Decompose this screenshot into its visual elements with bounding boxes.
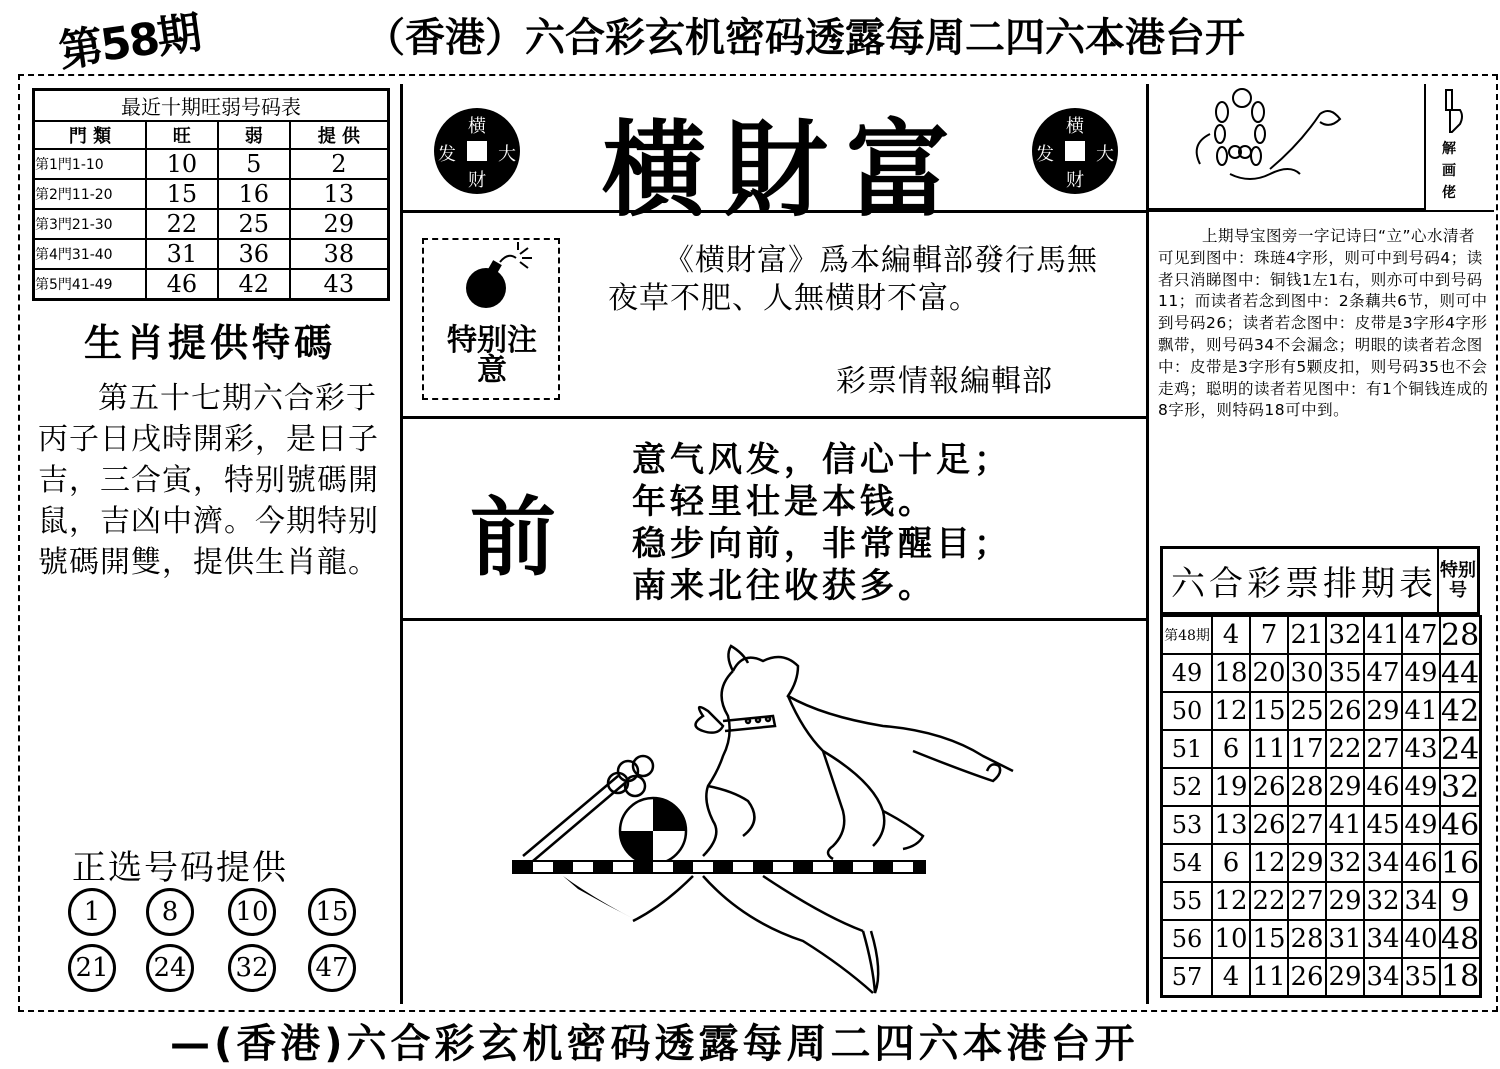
pick-number: 10: [228, 888, 276, 936]
schedule-number: 43: [1402, 730, 1440, 768]
row-label: 第2門11-20: [34, 179, 147, 209]
schedule-period: 49: [1162, 654, 1213, 692]
schedule-row: [1162, 616, 1481, 654]
hot-value: 46: [146, 269, 218, 300]
schedule-number: 34: [1364, 920, 1402, 958]
schedule-special: 16: [1441, 845, 1480, 881]
schedule-number: 49: [1402, 654, 1440, 692]
schedule-row: [1162, 654, 1481, 692]
schedule-number: 29: [1364, 692, 1402, 730]
schedule-number: 17: [1288, 730, 1326, 768]
poem-char: 前: [470, 488, 556, 588]
zodiac-text: 第五十七期六合彩于丙子日戌時開彩，是日子吉，三合寅，特别號碼開鼠，吉凶中濟。今期特别號碼開雙，提供生肖龍。: [38, 381, 379, 580]
schedule-title: 六合彩票排期表: [1162, 548, 1439, 614]
issue-number: 第58期: [55, 7, 203, 78]
schedule-number: 26: [1250, 806, 1288, 844]
pick-number: 8: [146, 888, 194, 936]
schedule-number: 34: [1364, 844, 1402, 882]
row-label: 第5門41-49: [34, 269, 147, 300]
poem-line: 南来北往收获多。: [632, 566, 936, 606]
schedule-table: [1160, 546, 1482, 998]
notice-badge: [422, 238, 560, 400]
offer-value: 13: [290, 179, 389, 209]
schedule-number: 41: [1364, 616, 1402, 654]
schedule-special: 42: [1441, 693, 1480, 729]
schedule-row: [1162, 958, 1481, 996]
hot-value: 10: [146, 149, 218, 179]
schedule-number: 46: [1402, 844, 1440, 882]
pick-number: 21: [68, 944, 116, 992]
riddle-side-label: 解画佬: [1442, 141, 1456, 201]
schedule-number: 49: [1402, 768, 1440, 806]
schedule-number: 4: [1212, 958, 1250, 996]
schedule-row: [1162, 920, 1481, 958]
schedule-row: [1162, 768, 1481, 806]
schedule-number: 34: [1364, 958, 1402, 996]
schedule-number: 41: [1402, 692, 1440, 730]
coin-icon-left: 横 发 大 财: [434, 108, 520, 194]
schedule-number: 7: [1250, 616, 1288, 654]
poem-line: 年轻里壮是本钱。: [632, 482, 936, 522]
schedule-number: 22: [1326, 730, 1364, 768]
schedule-number: 12: [1250, 844, 1288, 882]
schedule-number: 46: [1364, 768, 1402, 806]
pick-number: 15: [308, 888, 356, 936]
schedule-row: [1162, 806, 1481, 844]
schedule-number: 20: [1250, 654, 1288, 692]
schedule-number: 12: [1212, 692, 1250, 730]
schedule-number: 18: [1212, 654, 1250, 692]
pick-number: 24: [146, 944, 194, 992]
hotcold-table: [32, 88, 390, 301]
schedule-number: 45: [1364, 806, 1402, 844]
schedule-special: 28: [1441, 617, 1480, 653]
schedule-number: 19: [1212, 768, 1250, 806]
masthead-name: 横財富: [601, 108, 968, 231]
schedule-number: 32: [1326, 616, 1364, 654]
bomb-icon: [424, 240, 558, 320]
schedule-number: 22: [1250, 882, 1288, 920]
coin-icon-right: 横 发 大 财: [1032, 108, 1118, 194]
page-title: （香港）六合彩玄机密码透露每周二四六本港台开: [365, 15, 1245, 61]
schedule-number: 29: [1326, 882, 1364, 920]
schedule-number: 6: [1212, 844, 1250, 882]
offer-value: 29: [290, 209, 389, 239]
schedule-number: 34: [1402, 882, 1440, 920]
notice-signature: 彩票情報編輯部: [836, 364, 1053, 399]
offer-value: 38: [290, 239, 389, 269]
cold-value: 42: [218, 269, 290, 300]
offer-value: 2: [290, 149, 389, 179]
schedule-number: 26: [1326, 692, 1364, 730]
schedule-period: 53: [1162, 806, 1213, 844]
schedule-number: 28: [1288, 920, 1326, 958]
schedule-number: 35: [1326, 654, 1364, 692]
special-header: 特别号: [1438, 548, 1479, 614]
schedule-number: 31: [1326, 920, 1364, 958]
schedule-number: 15: [1250, 920, 1288, 958]
schedule-period: 56: [1162, 920, 1213, 958]
schedule-row: [1162, 844, 1481, 882]
cold-value: 16: [218, 179, 290, 209]
schedule-number: 29: [1288, 844, 1326, 882]
schedule-number: 30: [1288, 654, 1326, 692]
offer-value: 43: [290, 269, 389, 300]
schedule-number: 26: [1288, 958, 1326, 996]
schedule-special: 24: [1441, 731, 1480, 767]
schedule-number: 49: [1402, 806, 1440, 844]
schedule-special: 46: [1441, 807, 1480, 843]
schedule-number: 29: [1326, 768, 1364, 806]
hot-value: 22: [146, 209, 218, 239]
schedule-number: 11: [1250, 730, 1288, 768]
picks-title: 正选号码提供: [72, 848, 288, 888]
schedule-special: 32: [1441, 769, 1480, 805]
schedule-special: 48: [1441, 921, 1480, 957]
col-header: 提 供: [290, 121, 389, 149]
schedule-number: 32: [1326, 844, 1364, 882]
schedule-row: [1162, 730, 1481, 768]
pick-number: 32: [228, 944, 276, 992]
right-top-divider: [1148, 210, 1494, 212]
col-header: 弱: [218, 121, 290, 149]
schedule-number: 11: [1250, 958, 1288, 996]
schedule-number: 27: [1364, 730, 1402, 768]
schedule-number: 40: [1402, 920, 1440, 958]
pick-number: 1: [68, 888, 116, 936]
schedule-number: 28: [1288, 768, 1326, 806]
schedule-period: 第48期: [1162, 616, 1213, 654]
footer-title: —(香港)六合彩玄机密码透露每周二四六本港台开: [170, 1021, 1139, 1067]
schedule-row: [1162, 882, 1481, 920]
schedule-number: 35: [1402, 958, 1440, 996]
schedule-special: 9: [1440, 882, 1481, 920]
schedule-number: 25: [1288, 692, 1326, 730]
schedule-number: 10: [1212, 920, 1250, 958]
schedule-number: 29: [1326, 958, 1364, 996]
schedule-number: 47: [1402, 616, 1440, 654]
schedule-period: 50: [1162, 692, 1213, 730]
row-label: 第4門31-40: [34, 239, 147, 269]
pick-number: 47: [308, 944, 356, 992]
poem-line: 意气风发，信心十足；: [632, 440, 1012, 480]
schedule-period: 57: [1162, 958, 1213, 996]
notice-body: 《横財富》爲本編輯部發行馬無夜草不肥、人無横財不富。: [608, 243, 1098, 316]
schedule-number: 27: [1288, 882, 1326, 920]
schedule-number: 32: [1364, 882, 1402, 920]
hot-value: 15: [146, 179, 218, 209]
pointing-hand-icon: [1438, 86, 1468, 136]
hint-text: 上期导宝图旁一字记诗曰“立”心水清者可见到图中：珠琏4字形，则可中到号码4；读者只消睇图中：铜钱1左1右，则亦可中到号码11；而读者若念到图中：2条藕共6节，则可中到号码26；读者若念图中：皮带是3字形4字形飘带，则号码34不会漏念；明眼的读者若念图中：皮带是3字形有5颗皮扣，则号码35也不会走鸡；聪明的读者若见图中：有1个铜钱连成的8字形，则特码18可中到。: [1158, 227, 1489, 420]
schedule-number: 41: [1326, 806, 1364, 844]
dog-illustration: [403, 621, 1147, 1003]
schedule-special: 18: [1441, 959, 1480, 995]
hot-value: 31: [146, 239, 218, 269]
row-label: 第3門21-30: [34, 209, 147, 239]
schedule-number: 21: [1288, 616, 1326, 654]
notice-divider: [402, 416, 1148, 419]
schedule-row: [1162, 692, 1481, 730]
schedule-period: 51: [1162, 730, 1213, 768]
schedule-number: 12: [1212, 882, 1250, 920]
schedule-number: 26: [1250, 768, 1288, 806]
schedule-number: 13: [1212, 806, 1250, 844]
schedule-special: 44: [1441, 655, 1480, 691]
col-header: 門 類: [34, 121, 147, 149]
cold-value: 36: [218, 239, 290, 269]
cold-value: 5: [218, 149, 290, 179]
zodiac-title: 生肖提供特碼: [83, 321, 336, 365]
row-label: 第1門1-10: [34, 149, 147, 179]
schedule-period: 52: [1162, 768, 1213, 806]
schedule-number: 6: [1212, 730, 1250, 768]
schedule-number: 15: [1250, 692, 1288, 730]
cold-value: 25: [218, 209, 290, 239]
schedule-period: 55: [1162, 882, 1213, 920]
col-header: 旺: [146, 121, 218, 149]
notice-badge-label: 特别注意: [447, 323, 537, 388]
hotcold-title: 最近十期旺弱号码表: [34, 90, 389, 122]
poem-line: 稳步向前，非常醒目；: [632, 524, 1012, 564]
schedule-number: 27: [1288, 806, 1326, 844]
schedule-number: 4: [1212, 616, 1250, 654]
riddle-illustration: [1180, 84, 1380, 204]
schedule-number: 47: [1364, 654, 1402, 692]
schedule-period: 54: [1162, 844, 1213, 882]
